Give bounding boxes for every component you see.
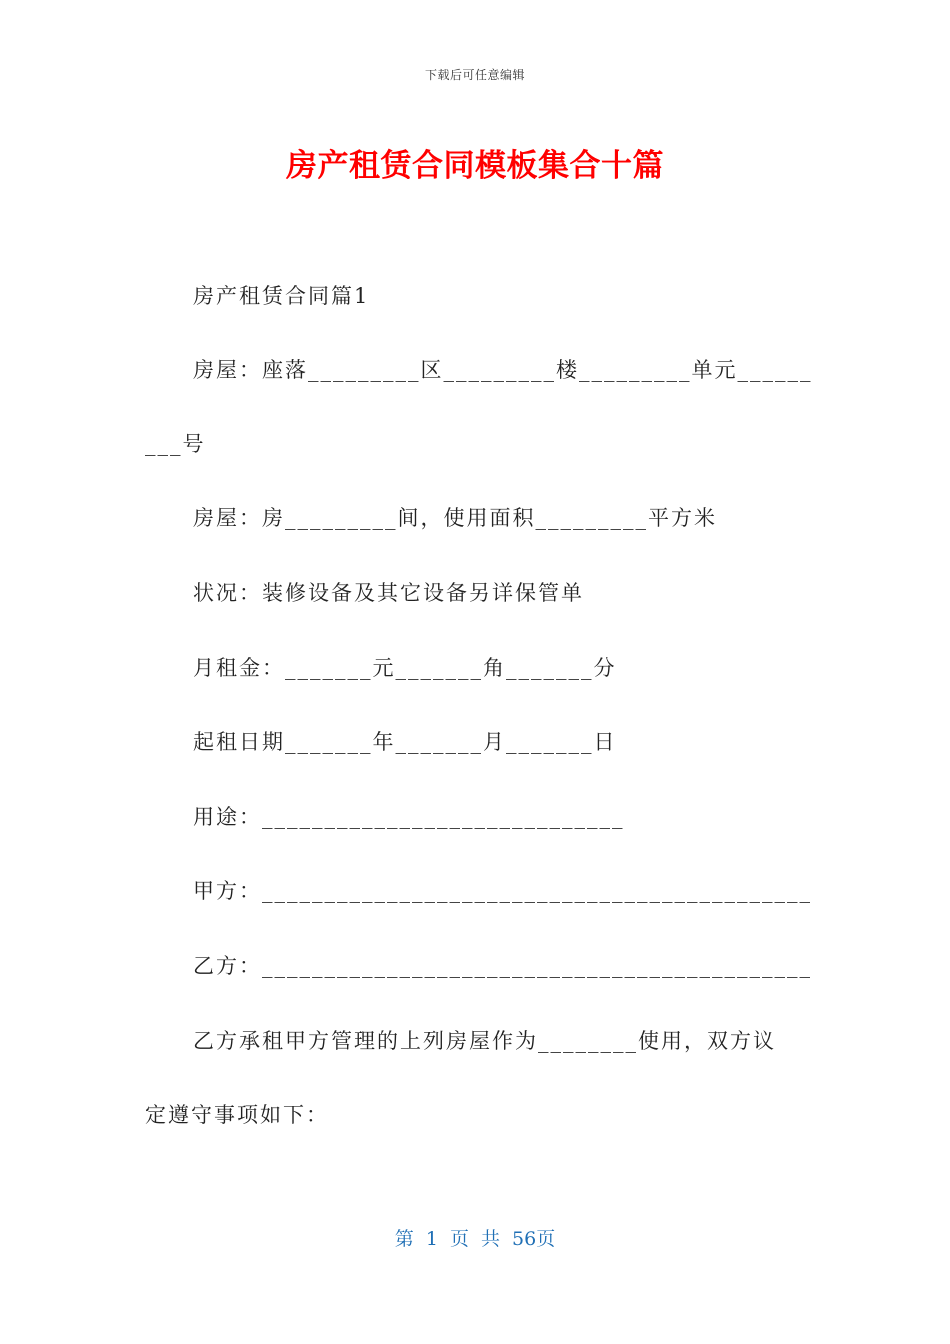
- start-date-line: 起租日期_______年_______月_______日: [193, 730, 617, 754]
- monthly-rent-line: 月租金：_______元_______角_______分: [193, 656, 617, 680]
- party-a-line: 甲方：____________________________________________: [193, 879, 812, 903]
- section-heading: 房产租赁合同篇1: [193, 284, 370, 308]
- house-rooms-line: 房屋：房_________间，使用面积_________平方米: [193, 506, 717, 530]
- condition-line: 状况：装修设备及其它设备另详保管单: [193, 581, 584, 605]
- page-footer: 第 1 页 共 56页: [394, 1228, 556, 1250]
- usage-line: 用途：_____________________________: [193, 805, 625, 829]
- document-title: 房产租赁合同模板集合十篇: [286, 148, 664, 184]
- party-b-line: 乙方：____________________________________________: [193, 954, 812, 978]
- agreement-line: 乙方承租甲方管理的上列房屋作为________使用，双方议: [193, 1029, 776, 1053]
- agreement-continuation-line: 定遵守事项如下：: [145, 1103, 329, 1127]
- header-note: 下载后可任意编辑: [424, 68, 525, 82]
- house-location-line: 房屋：座落_________区_________楼_________单元______: [193, 358, 813, 382]
- house-number-line: ___号: [145, 432, 206, 456]
